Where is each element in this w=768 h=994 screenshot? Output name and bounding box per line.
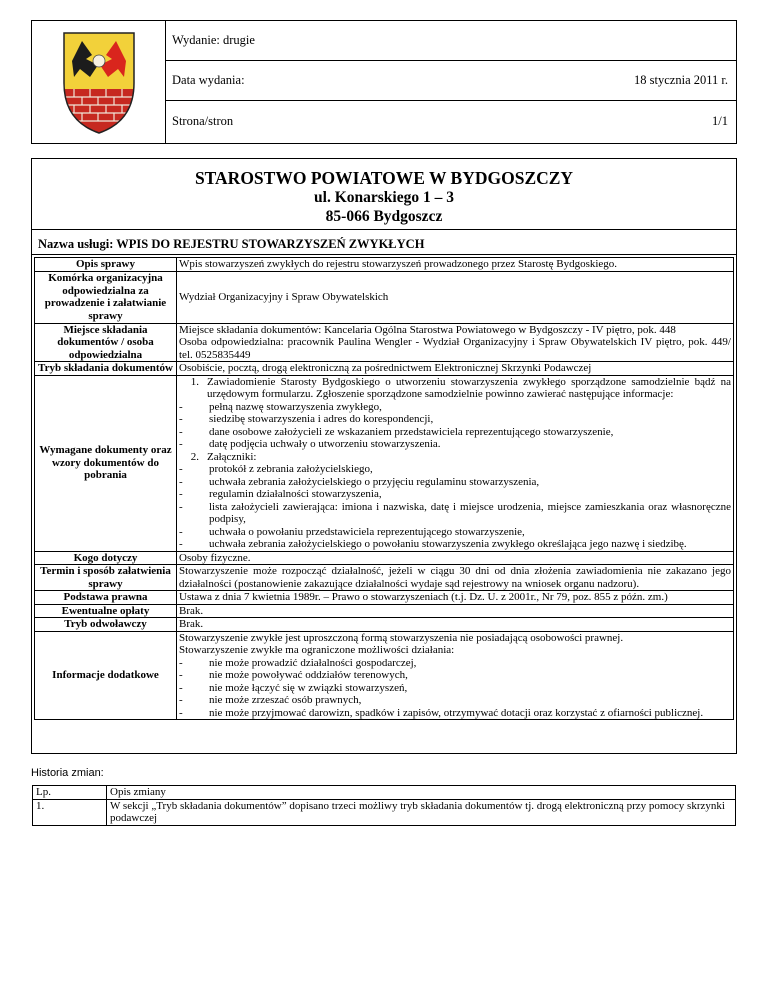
row-value-kogo: Osoby fizyczne.	[177, 551, 734, 565]
edition-row	[165, 21, 736, 61]
row-value-miejsce	[177, 323, 734, 362]
table-row	[35, 362, 734, 376]
history-lp: 1.	[33, 799, 107, 825]
row-label-dodatkowe: Informacje dodatkowe	[35, 631, 177, 720]
row-label-oplaty: Ewentualne opłaty	[35, 604, 177, 618]
service-title: Nazwa usługi: WPIS DO REJESTRU STOWARZYSZEŃ ZWYKŁYCH	[38, 237, 425, 251]
service-card	[31, 158, 737, 754]
row-value-podstawa: Ustawa z dnia 7 kwietnia 1989r. – Prawo o stowarzyszeniach (t.j. Dz. U. z 2001r., Nr 79, poz. 855 z późn. zm.)	[177, 591, 734, 605]
row-label-kogo: Kogo dotyczy	[35, 551, 177, 565]
crest-cell	[32, 21, 166, 143]
office-name: STAROSTWO POWIATOWE W BYDGOSZCZY	[194, 168, 574, 188]
history-col-opis: Opis zmiany	[107, 786, 736, 800]
row-label-komorka: Komórka organizacyjna odpowiedzialna za prowadzenie i załatwianie sprawy	[35, 271, 177, 323]
list-item: - uchwała zebrania założycielskiego o przyjęciu regulaminu stowarzyszenia,	[179, 475, 540, 488]
row-label-odwolawczy: Tryb odwoławczy	[35, 618, 177, 632]
table-row	[35, 271, 734, 323]
list-item: - datę podjęcia uchwały o utworzeniu stowarzyszenia.	[179, 438, 441, 450]
list-item: - protokół z zebrania założycielskiego,	[179, 463, 373, 475]
issue-date-row	[165, 61, 736, 101]
edition-text: Wydanie: drugie	[172, 33, 255, 47]
miejsce-line: Miejsce składania dokumentów: Kancelaria Ogólna Starostwa Powiatowego w Bydgoszczy - IV piętro, pok. 448	[179, 323, 676, 336]
issue-date-label: Data wydania:	[172, 73, 245, 87]
table-row	[35, 258, 734, 272]
dodatkowe-line: Stowarzyszenie zwykłe ma ograniczone możliwości działania:	[179, 644, 455, 656]
service-details-table	[34, 257, 734, 720]
dodatkowe-line: Stowarzyszenie zwykłe jest uproszczoną formą stowarzyszenia nie posiadającą osobowości prawnej.	[179, 631, 624, 644]
row-value-dodatkowe	[177, 631, 734, 720]
table-row	[33, 799, 736, 825]
row-value-oplaty: Brak.	[177, 604, 734, 618]
list-item: 2. Załączniki:	[190, 450, 257, 463]
history-text: W sekcji „Tryb składania dokumentów” dopisano trzeci możliwy tryb składania dokumentów tj. drogą elektroniczną przy pomocy skrzynki podawczej	[107, 799, 736, 825]
divider	[32, 254, 736, 255]
list-item: - uchwała zebrania założycielskiego o powołaniu stowarzyszenia zwykłego określająca jego nazwę i siedzibę.	[179, 538, 687, 550]
history-col-lp: Lp.	[33, 786, 107, 800]
list-item: - nie może prowadzić działalności gospodarczej,	[179, 656, 417, 669]
table-row	[35, 375, 734, 551]
page-count-label: Strona/stron	[172, 114, 234, 128]
table-row	[35, 618, 734, 632]
list-item: - nie może przyjmować darowizn, spadków i zapisów, otrzymywać dotacji oraz korzystać z ofiarności publicznej.	[179, 706, 704, 719]
list-item: - uchwała o powołaniu przedstawiciela reprezentującego stowarzyszenie,	[179, 525, 525, 538]
list-item: - pełną nazwę stowarzyszenia zwykłego,	[179, 400, 382, 413]
row-value-komorka: Wydział Organizacyjny i Spraw Obywatelskich	[177, 271, 734, 323]
table-row	[35, 631, 734, 720]
county-crest-logo	[32, 21, 165, 143]
osoba-line: Osoba odpowiedzialna: pracownik Paulina Wengler - Wydział Organizacyjny i Spraw Obywatelskich IV piętro, pok. 449/ tel. 0525835449	[179, 336, 731, 361]
issue-date-value: 18 stycznia 2011 r.	[634, 73, 728, 87]
table-row	[35, 551, 734, 565]
row-label-miejsce: Miejsce składania dokumentów / osoba odpowiedzialna	[35, 323, 177, 362]
row-value-odwolawczy: Brak.	[177, 618, 734, 632]
list-item: - nie może zrzeszać osób prawnych,	[179, 694, 362, 706]
document-header	[31, 20, 737, 144]
office-street: ul. Konarskiego 1 – 3	[314, 189, 454, 206]
page-count-row	[165, 102, 736, 143]
row-label-podstawa: Podstawa prawna	[35, 591, 177, 605]
table-row	[33, 786, 736, 800]
row-label-wymagane: Wymagane dokumenty oraz wzory dokumentów do pobrania	[35, 375, 177, 551]
list-item: - nie może powoływać oddziałów terenowych,	[179, 669, 408, 681]
list-item: - regulamin działalności stowarzyszenia,	[179, 488, 382, 500]
page-count-value: 1/1	[712, 114, 728, 128]
row-label-tryb: Tryb składania dokumentów	[35, 362, 177, 376]
table-row	[35, 565, 734, 591]
history-table	[32, 785, 736, 826]
table-row	[35, 604, 734, 618]
row-value-wymagane	[177, 375, 734, 551]
table-row	[35, 591, 734, 605]
row-value-tryb: Osobiście, pocztą, drogą elektroniczną za pośrednictwem Elektronicznej Skrzynki Podawczej	[177, 362, 734, 376]
row-value-termin: Stowarzyszenie może rozpocząć działalność, jeżeli w ciągu 30 dni od dnia złożenia zawiadomienia nie zakazano jego działalności (postanowienie zakazujące działalności wydaje sąd rejestrowy na wniosek organu nadzoru).	[177, 565, 734, 591]
table-row	[35, 323, 734, 362]
office-city: 85-066 Bydgoszcz	[325, 208, 443, 225]
row-value-opis: Wpis stowarzyszeń zwykłych do rejestru stowarzyszeń prowadzonego przez Starostę Bydgoskiego.	[177, 258, 734, 272]
list-item: - nie może łączyć się w związki stowarzyszeń,	[179, 681, 408, 694]
office-title-block	[32, 159, 736, 230]
list-item: - dane osobowe założycieli ze wskazaniem przedstawiciela reprezentującego stowarzyszenie,	[179, 425, 614, 438]
list-item: 1. Zawiadomienie Starosty Bydgoskiego o utworzeniu stowarzyszenia zwykłego sporządzone samodzielnie bądź na urzędowym formularzu. Zgłoszenie sporządzone samodzielnie powinno zawierać następujące informacje:	[190, 375, 731, 400]
list-item: - siedzibę stowarzyszenia i adres do korespondencji,	[179, 413, 434, 425]
row-label-opis: Opis sprawy	[35, 258, 177, 272]
row-label-termin: Termin i sposób załatwienia sprawy	[35, 565, 177, 591]
history-heading: Historia zmian:	[31, 767, 104, 779]
list-item: - lista założycieli zawierająca: imiona i nazwiska, datę i miejsce urodzenia, miejsce zamieszkania oraz własnoręczne podpisy,	[179, 500, 731, 525]
